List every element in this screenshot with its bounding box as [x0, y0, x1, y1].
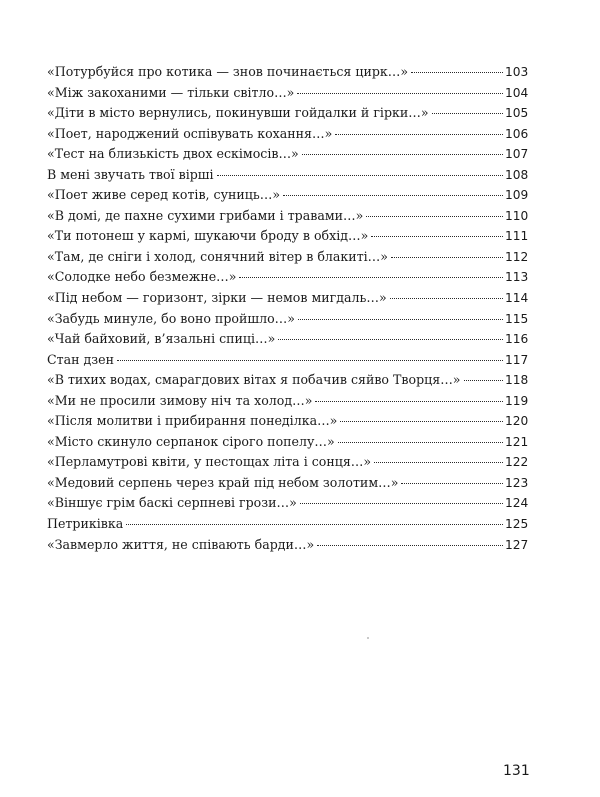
toc-entry-title: Петриківка	[47, 516, 124, 532]
toc-entry	[47, 185, 527, 206]
toc-entry-title: В мені звучать твої вірші	[47, 166, 214, 182]
dot-leader	[338, 442, 503, 443]
toc-entry-page: 110	[505, 208, 529, 223]
toc-entry-title: «Потурбуйся про котика — знов починається цирк…»	[47, 64, 409, 79]
toc-entry-page: 109	[505, 188, 529, 203]
toc-entry	[47, 62, 527, 83]
dot-leader	[390, 298, 503, 299]
toc-entry-page: 113	[505, 270, 529, 285]
toc-entry-title: «Між закоханими — тільки світло…»	[47, 84, 295, 100]
toc-entry-page: 114	[505, 291, 529, 306]
toc-entry	[47, 144, 527, 165]
toc-entry-page: 124	[505, 496, 529, 511]
toc-entry	[47, 103, 527, 124]
toc-entry-page: 108	[505, 167, 529, 182]
toc-entry-page: 120	[505, 414, 529, 429]
toc-entry-page: 115	[505, 311, 529, 326]
dot-leader	[283, 195, 503, 196]
toc-entry-page: 122	[505, 455, 529, 470]
toc-entry-page: 116	[505, 332, 529, 347]
dot-leader	[335, 134, 503, 135]
toc-entry-page: 106	[505, 126, 529, 141]
toc-entry-title: «Віншує грім баскі серпневі грози…»	[47, 495, 297, 511]
toc-entry-title: «Поет, народжений оспівувать кохання…»	[47, 125, 333, 141]
toc-entry	[47, 535, 527, 556]
dot-leader	[315, 401, 503, 402]
toc-entry	[47, 267, 527, 288]
dot-leader	[302, 154, 503, 155]
toc-entry-page: 104	[505, 85, 529, 100]
dot-leader	[317, 545, 503, 546]
dot-leader	[278, 339, 503, 340]
toc-entry-title: «Місто скинуло серпанок сірого попелу…»	[47, 433, 335, 449]
toc-entry-page: 119	[505, 393, 529, 408]
dot-leader	[217, 175, 503, 176]
dot-leader	[411, 72, 503, 73]
toc-entry-page: 127	[505, 537, 529, 552]
toc-entry	[47, 206, 527, 227]
dot-leader	[298, 319, 503, 320]
toc-entry-title: «Завмерло життя, не співають барди…»	[47, 536, 315, 552]
toc-entry	[47, 493, 527, 514]
toc-entry	[47, 165, 527, 186]
toc-entry	[47, 432, 527, 453]
toc-entry-title: «Перламутрові квіти, у пестощах літа і сонця…»	[47, 454, 372, 470]
toc-entry	[47, 329, 527, 350]
dot-leader	[374, 462, 503, 463]
dot-leader	[126, 524, 503, 525]
toc-entry-title: «Тест на близькість двох ескімосів…»	[47, 146, 299, 162]
dot-leader	[340, 421, 503, 422]
toc-entry	[47, 370, 527, 391]
toc-entry-title: «В домі, де пахне сухими грибами і травами…»	[47, 207, 364, 223]
dot-leader	[401, 483, 503, 484]
dot-leader	[239, 277, 503, 278]
toc-entry-title: «Чай байховий, в’язальні спиці…»	[47, 331, 276, 347]
dot-leader	[366, 216, 503, 217]
toc-entry-page: 111	[505, 229, 529, 244]
toc-entry-page: 103	[505, 65, 529, 79]
toc-entry-title: «Солодке небо безмежне…»	[47, 269, 237, 285]
dot-leader	[432, 113, 503, 114]
paper-speck	[367, 637, 369, 639]
toc-entry-title: «Поет живе серед котів, суниць…»	[47, 187, 281, 203]
toc-entry-title: «Після молитви і прибирання понеділка…»	[47, 413, 338, 429]
toc-entry-title: «Забудь минуле, бо воно пройшло…»	[47, 310, 295, 326]
dot-leader	[297, 93, 503, 94]
page-number: 131	[503, 763, 530, 779]
toc-entry-title: «Діти в місто вернулись, покинувши гойдалки й гірки…»	[47, 105, 429, 121]
toc-entry	[47, 288, 527, 309]
toc-entry	[47, 226, 527, 247]
toc-entry-title: «Там, де сніги і холод, сонячний вітер в блакиті…»	[47, 248, 388, 264]
toc-entry-title: «Під небом — горизонт, зірки — немов мигдаль…»	[47, 290, 387, 306]
toc-entry-page: 123	[505, 475, 529, 490]
toc-entry-title: Стан дзен	[47, 351, 114, 367]
dot-leader	[464, 380, 504, 381]
toc-entry	[47, 124, 527, 145]
toc-entry	[47, 350, 527, 371]
toc-entry-page: 105	[505, 106, 529, 121]
toc-entry	[47, 247, 527, 268]
toc-entry-page: 107	[505, 147, 529, 162]
dot-leader	[391, 257, 503, 258]
dot-leader	[300, 503, 503, 504]
toc-entry	[47, 452, 527, 473]
toc-entry	[47, 514, 527, 535]
toc-entry	[47, 473, 527, 494]
toc-entry-page: 112	[505, 249, 529, 264]
toc-entry	[47, 83, 527, 104]
toc-entry	[47, 411, 527, 432]
toc-entry-title: «Медовий серпень через край під небом золотим…»	[47, 474, 399, 490]
toc-entry-title: «Ти потонеш у кармі, шукаючи броду в обхід…»	[47, 228, 369, 244]
toc-entry-page: 121	[505, 434, 529, 449]
dot-leader	[117, 360, 503, 361]
table-of-contents	[47, 62, 527, 555]
toc-entry-page: 117	[505, 352, 529, 367]
toc-entry-page: 125	[505, 517, 529, 532]
toc-entry	[47, 391, 527, 412]
toc-entry-title: «Ми не просили зимову ніч та холод…»	[47, 392, 313, 408]
toc-entry	[47, 309, 527, 330]
toc-entry-page: 118	[505, 373, 529, 388]
dot-leader	[371, 236, 503, 237]
toc-entry-title: «В тихих водах, смарагдових вітах я побачив сяйво Творця…»	[47, 372, 461, 388]
